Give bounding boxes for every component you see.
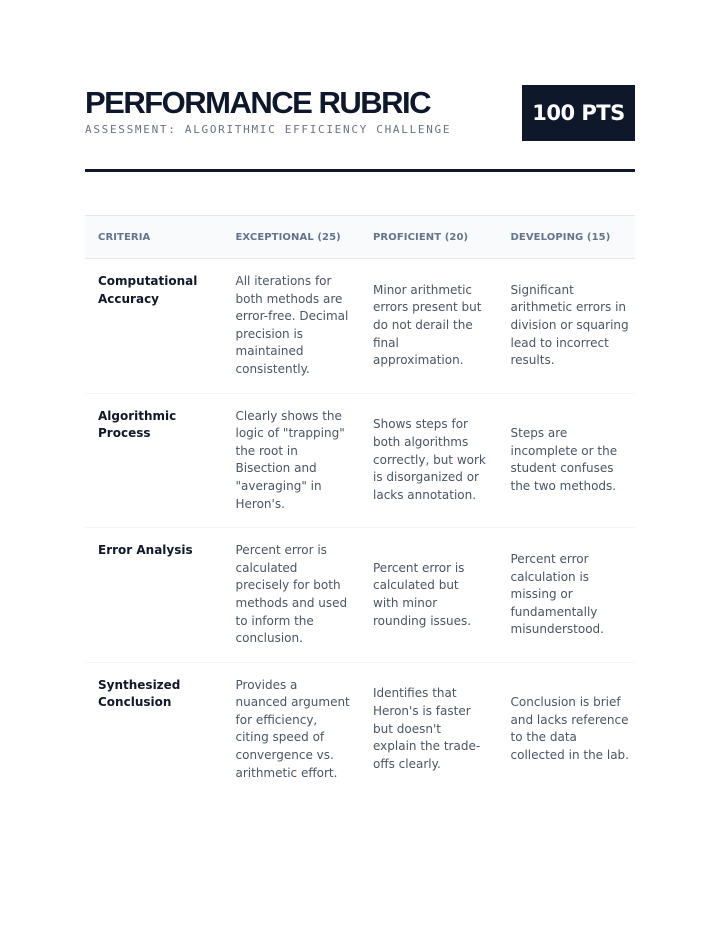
criteria-cell: Error Analysis <box>98 543 193 558</box>
header-divider <box>85 169 635 172</box>
criteria-cell: Algorithmic Process <box>98 408 177 441</box>
proficient-cell: Percent error is calculated but with minor rounding issues. <box>373 560 472 628</box>
exceptional-cell: Provides a nuanced argument for efficiency, citing speed of convergence vs. arithmetic effort. <box>235 677 350 780</box>
developing-cell: Steps are incomplete or the student confuses the two methods. <box>510 426 618 493</box>
column-header-developing: DEVELOPING (15) <box>510 231 611 243</box>
exceptional-cell: Clearly shows the logic of "trapping" the root in Bisection and "averaging" in Heron's. <box>235 408 345 511</box>
exceptional-cell: Percent error is calculated precisely for both methods and used to inform the conclusion. <box>235 543 348 646</box>
page-subtitle: ASSESSMENT: ALGORITHMIC EFFICIENCY CHALLENGE <box>85 123 452 136</box>
page-title: PERFORMANCE RUBRIC <box>85 85 430 120</box>
table-header-row <box>85 216 635 259</box>
rubric-header <box>85 0 635 172</box>
table-row <box>85 393 635 528</box>
proficient-cell: Minor arithmetic errors present but do not derail the final approximation. <box>373 282 482 368</box>
developing-cell: Conclusion is brief and lacks reference to the data collected in the lab. <box>510 695 629 763</box>
column-header-exceptional: EXCEPTIONAL (25) <box>235 231 341 243</box>
proficient-cell: Shows steps for both algorithms correctly, but work is disorganized or lacks annotation. <box>373 417 486 502</box>
proficient-cell: Identifies that Heron's is faster but doesn't explain the trade-offs clearly. <box>373 686 481 771</box>
rubric-page <box>85 0 635 780</box>
exceptional-cell: All iterations for both methods are error-free. Decimal precision is maintained consistently. <box>235 274 349 376</box>
column-header-proficient: PROFICIENT (20) <box>373 231 469 243</box>
table-row <box>85 528 635 663</box>
table-row <box>85 259 635 394</box>
table-row <box>85 662 635 796</box>
developing-cell: Significant arithmetic errors in division or squaring lead to incorrect results. <box>510 282 629 368</box>
points-badge: 100 PTS <box>522 85 635 141</box>
rubric-table <box>85 215 635 796</box>
criteria-cell: Computational Accuracy <box>98 274 198 306</box>
column-header-criteria: CRITERIA <box>98 231 151 243</box>
criteria-cell: Synthesized Conclusion <box>98 677 181 710</box>
developing-cell: Percent error calculation is missing or fundamentally misunderstood. <box>510 551 604 637</box>
